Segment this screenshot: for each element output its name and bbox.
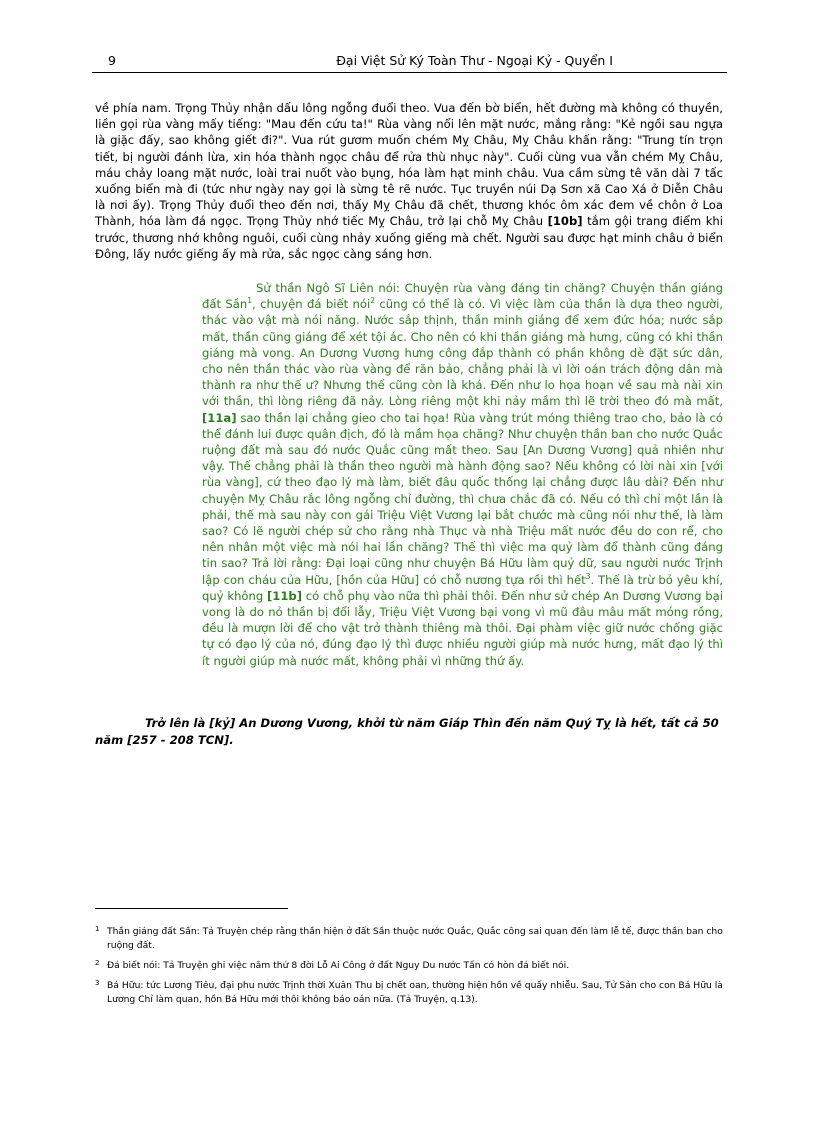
commentary-text-1: Sử thần Ngô Sĩ Liên nói: Chuyện rùa vàng đáng tin chăng? Chuyện thần giáng đất Sần <box>202 281 723 312</box>
commentary-text-5: . Thế là trừ bỏ yêu khí, quỷ không <box>202 572 723 603</box>
commentary-text-4: sao thần lại chẳng gieo cho tai họa! Rùa vàng trút móng thiêng trao cho, bảo là có thể đánh lui được quân địch, đó là mầm họa chăng? Như chuyện thần ban cho nước Quắc ruộng đất mà sau đó nước Quắc cũng mất theo. Sau [An Dương Vương] quả nhiên như vậy. Thế chẳng phải là thần theo người mà hành động sao? Nếu không có lời nài xin [với rùa vàng], cứ theo đạo lý mà làm, biết đâu quốc thống lại chẳng được lâu dài? Đến như chuyện Mỵ Châu rắc lông ngỗng chỉ đường, thì chưa chắc đã có. Nếu có thì chỉ một lần là phải, thế mà sau này con gái Triệu Việt Vương lại bắt chước mà cũng nói như thế, là làm sao? Có lẽ người chép sử cho rằng nhà Thục và nhà Triệu mất nước đều do con rể, cho nên nhân một việc mà nói hai lần chăng? Thế thì việc ma quỷ làm đổ thành cũng đáng tin sao? Trả lời rằng: Đại loại cũng như chuyện Bá Hữu làm quỷ dữ, sau người nước Trịnh lập con cháu của Hữu, [hồn của Hữu] có chỗ nương tựa rồi thì hết <box>202 410 723 587</box>
footnote-ref-2[interactable]: 2 <box>370 296 375 306</box>
historian-commentary <box>202 280 723 669</box>
footnote-number: 2 <box>95 959 100 967</box>
footnote-ref-1[interactable]: 1 <box>247 296 253 306</box>
footnote-text: Đá biết nói: Tả Truyện ghi việc năm thứ 8 đời Lỗ Ai Công ở đất Nguy Du nước Tấn có hòn đá biết nói. <box>107 960 570 971</box>
footnote-3 <box>95 979 723 1007</box>
folio-marker-10b: [10b] <box>547 214 583 229</box>
main-text-a: về phía nam. Trọng Thủy nhận dấu lông ngỗng đuổi theo. Vua đến bờ biển, hết đường mà không có thuyền, liền gọi rùa vàng mấy tiếng: "Mau đến cứu ta!" Rùa vàng nổi lên mặt nước, mắng rằng: "Kẻ ngồi sau ngựa là giặc đấy, sao không giết đi?". Vua rút gươm muốn chém Mỵ Châu, Mỵ Châu khấn rằng: "Trung tín trọn tiết, bị người đánh lừa, xin hóa thành ngọc châu để rửa thù nhục này". Cuối cùng vua vẫn chém Mỵ Châu, máu chảy loang mặt nước, loài trai nuốt vào bụng, hóa làm hạt minh châu. Vua cầm sừng tê văn dài 7 tấc xuống biển mà đi (tức như ngày nay gọi là sừng tê rẽ nước. Tục truyền núi Dạ Sơn xã Cao Xá ở Diễn Châu là nơi ấy). Trọng Thủy đuổi theo đến nơi, thấy Mỵ Châu đã chết, thương khóc ôm xác đem về chôn ở Loa Thành, hóa làm đá ngọc. Trọng Thủy nhớ tiếc Mỵ Châu, trở lại chỗ Mỵ Châu <box>95 101 723 229</box>
footnote-ref-3[interactable]: 3 <box>585 571 591 581</box>
folio-marker-11b: [11b] <box>267 588 303 603</box>
footnotes <box>95 925 723 1013</box>
commentary-text-2: , chuyện đá biết nói <box>252 297 371 312</box>
page-header <box>92 52 727 73</box>
footnote-number: 3 <box>95 979 100 987</box>
footnote-separator <box>95 908 288 909</box>
reign-summary-text: Trở lên là [kỷ] An Dương Vương, khởi từ năm Giáp Thìn đến năm Quý Tỵ là hết, tất cả 50 năm [257 - 208 TCN]. <box>95 716 719 747</box>
footnote-2 <box>95 959 723 973</box>
main-text-b: tắm gội trang điểm khi trước, thương nhớ không nguôi, cuối cùng nhảy xuống giếng mà chết. Người sau được hạt minh châu ở biển Đông, lấy nước giếng ấy mà rửa, sắc ngọc càng sáng hơn. <box>95 214 723 261</box>
main-paragraph <box>95 100 723 262</box>
commentary-text-6: có chỗ phụ vào nữa thì phải thôi. Đến như sử chép An Dương Vương bại vong là do nỏ thần bị đổi lẫy, Triệu Việt Vương bại vong vì mũ đâu mâu mất móng rồng, đều là mượn lời để cho vật trở thành thiêng mà thôi. Đại phàm việc giữ nước chống giặc tự có đạo lý của nó, đúng đạo lý thì được nhiều người giúp mà nước hưng, mất đạo lý thì ít người giúp mà nước mất, không phải vì những thứ ấy. <box>202 588 723 668</box>
page-number: 9 <box>108 53 116 68</box>
running-title: Đại Việt Sử Ký Toàn Thư - Ngoại Kỷ - Quyển I <box>336 53 613 68</box>
footnote-text: Bá Hữu: tức Lương Tiêu, đại phu nước Trịnh thời Xuân Thu bị chết oan, thường hiện hồn về quấy nhiễu. Sau, Tử Sản cho con Bá Hữu là Lương Chỉ làm quan, hồn Bá Hữu mới thôi không báo oán nữa. (Tả Truyện, q.13). <box>107 980 723 1005</box>
footnote-text: Thần giáng đất Sần: Tả Truyện chép rằng thần hiện ở đất Sần thuộc nước Quắc, Quắc công sai quan đến làm lễ tế, được thần ban cho ruộng đất. <box>107 926 723 951</box>
footnote-1 <box>95 925 723 953</box>
folio-marker-11a: [11a] <box>202 410 237 425</box>
reign-summary <box>95 715 723 748</box>
commentary-text-3: cũng có thể là có. Vì việc làm của thần là dựa theo người, thác vào vật mà nói năng. Nước sắp thịnh, thần minh giáng để xem đức hóa; nước sắp mất, thần cũng giáng để xét tội ác. Cho nên có khi thần giáng mà hưng, cũng có khi thần giáng mà vong. An Dương Vương hưng công đắp thành có phần không dè đặt sức dân, cho nên thần thác vào rùa vàng để răn bảo, chẳng phải là vì lời oán trách động dân mà thành ra như thế ư? Nhưng thế cũng còn là khá. Đến như lo họa hoạn về sau mà nài xin với thần, thì lòng riêng đã nảy. Lòng riêng một khi nảy mầm thì lẽ trời theo đó mà mất, <box>202 297 723 409</box>
footnote-number: 1 <box>95 925 100 933</box>
